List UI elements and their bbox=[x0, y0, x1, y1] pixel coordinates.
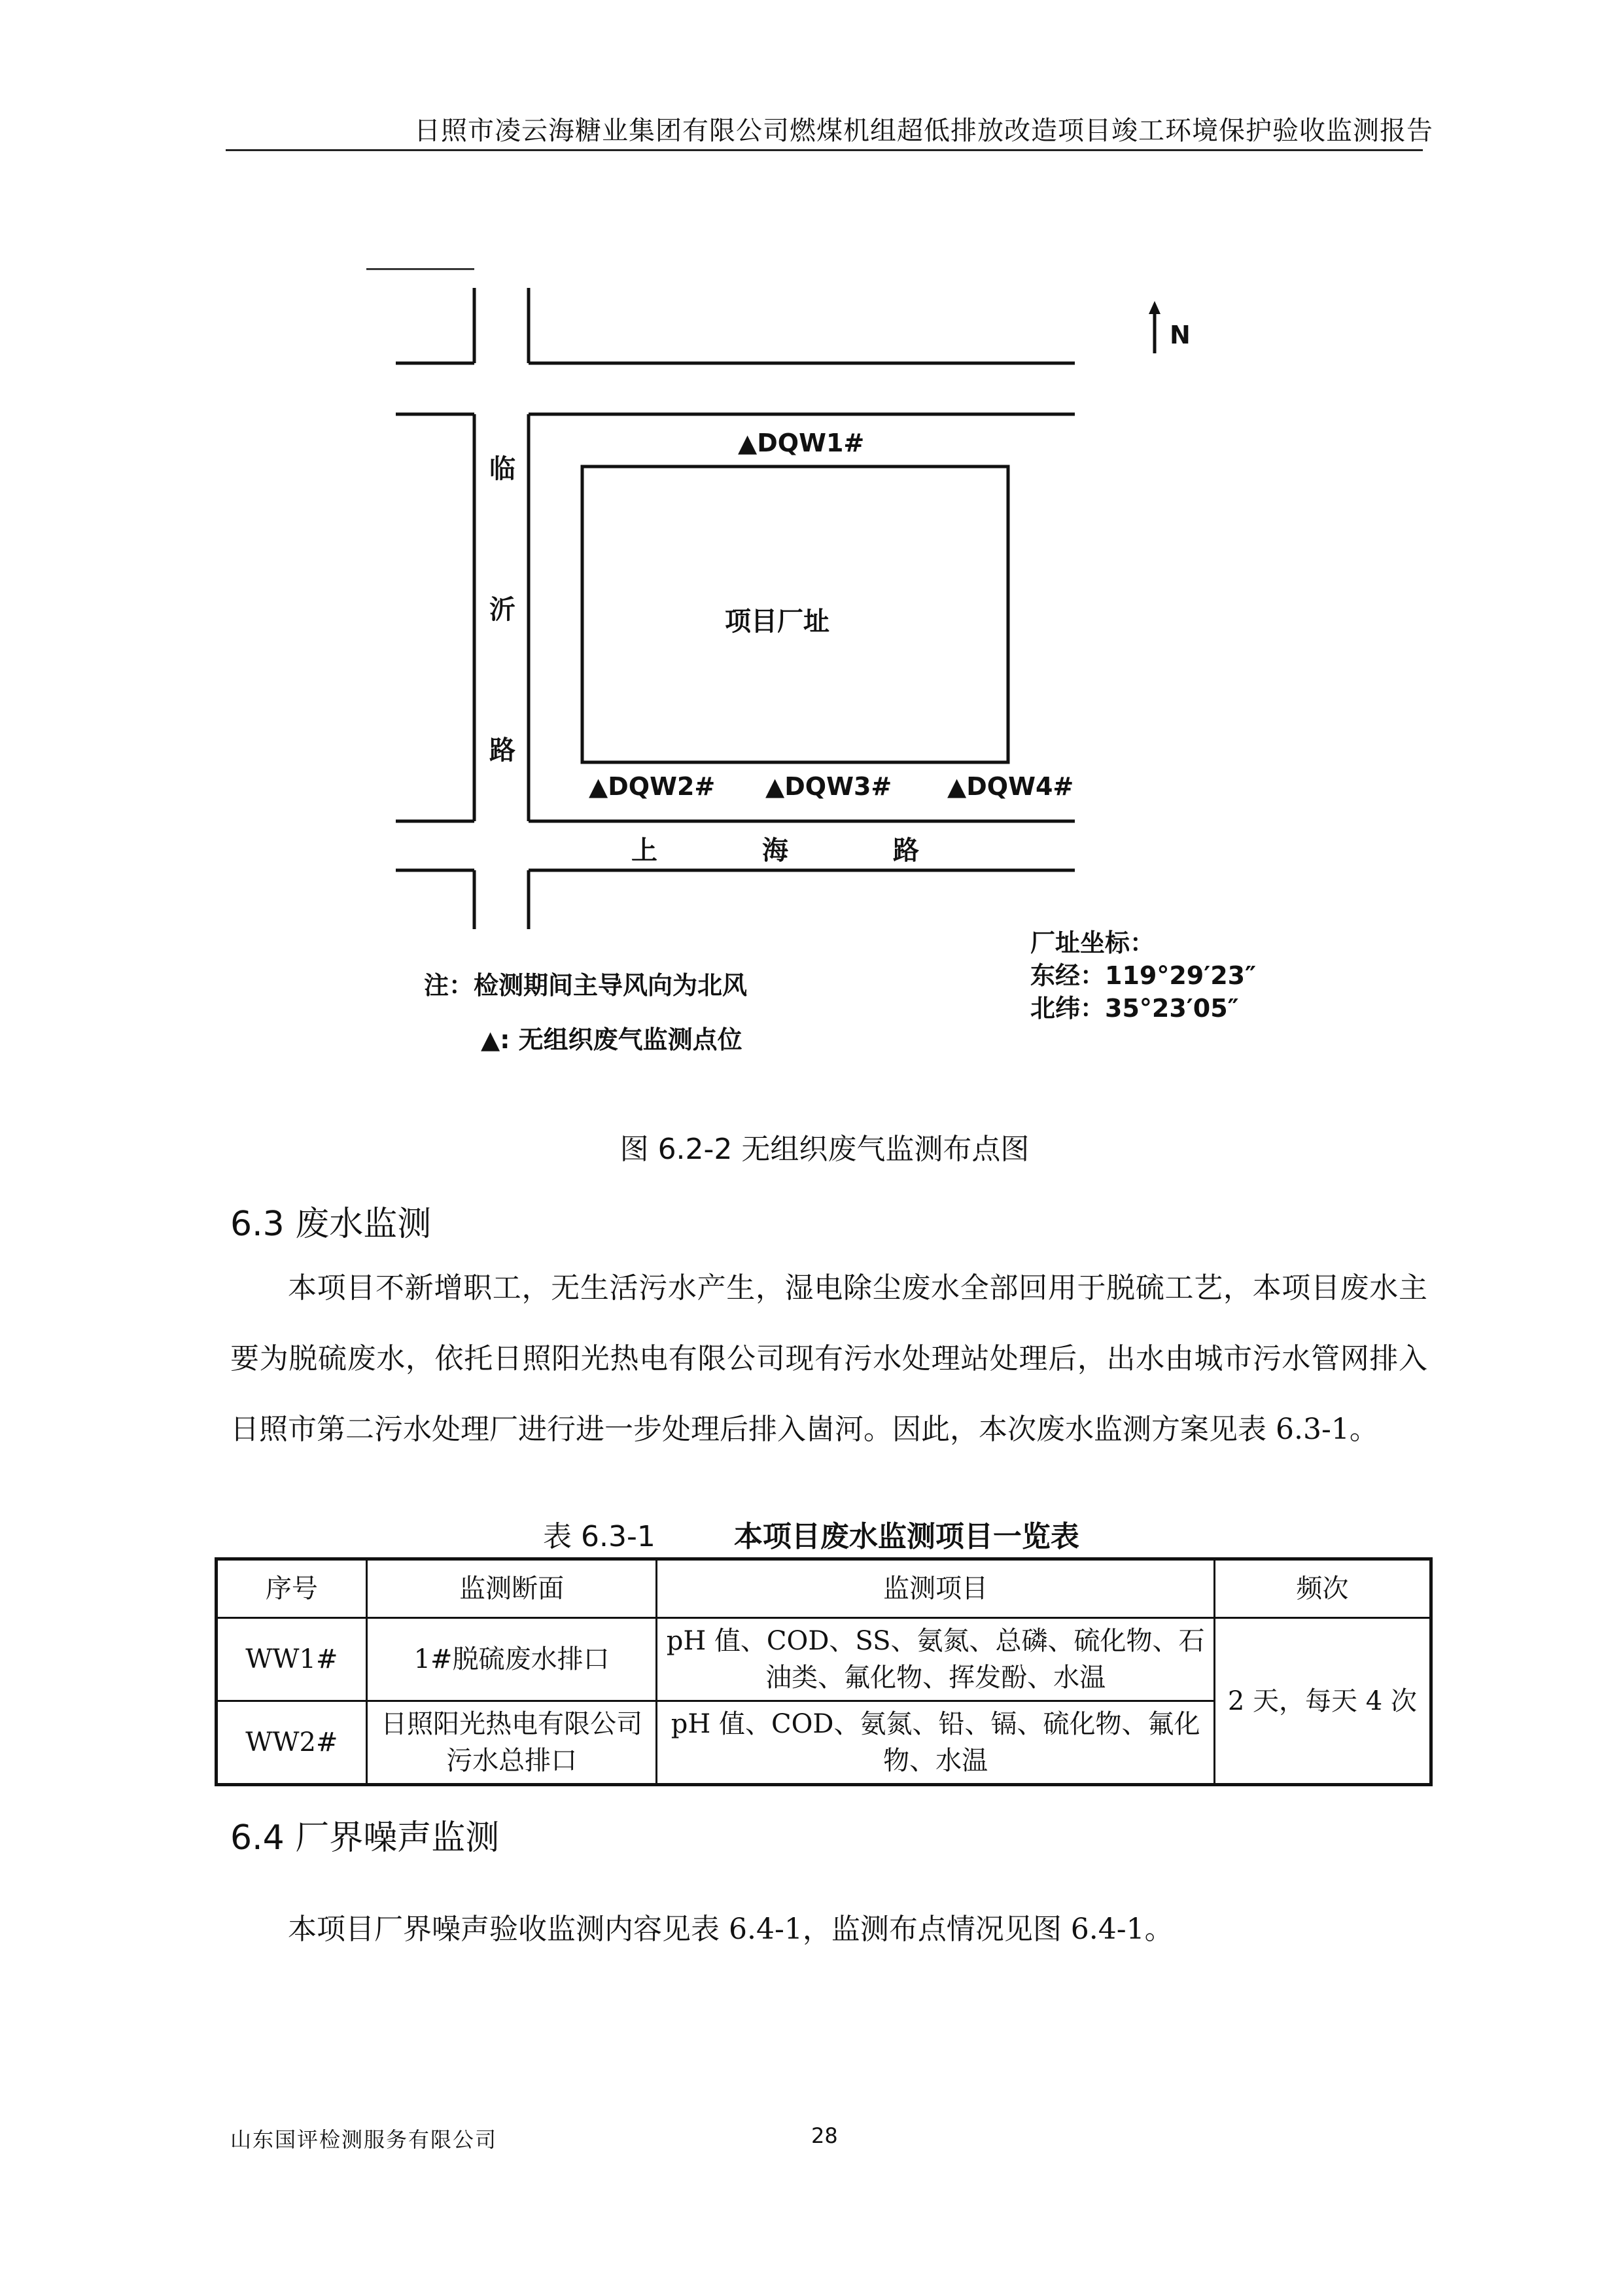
section-heading-6-4: 6.4 厂界噪声监测 bbox=[230, 1818, 500, 1858]
table-cell-section: 日照阳光热电有限公司污水总排口 bbox=[366, 1701, 657, 1785]
table-cell-items: pH 值、COD、氨氮、铅、镉、硫化物、氟化物、水温 bbox=[657, 1701, 1214, 1785]
coords-north: 北纬：35°23′05″ bbox=[1030, 994, 1239, 1023]
road-west-char: 沂 bbox=[489, 595, 515, 625]
coords-east: 东经：119°29′23″ bbox=[1030, 961, 1257, 990]
figure-caption: 图 6.2-2 无组织废气监测布点图 bbox=[620, 1133, 1030, 1166]
table-header-cell: 监测断面 bbox=[366, 1559, 657, 1618]
table-cell-id: WW2# bbox=[217, 1701, 367, 1785]
road-south-char: 路 bbox=[893, 836, 919, 866]
header-rule bbox=[226, 149, 1423, 151]
table-cell-id: WW1# bbox=[217, 1618, 367, 1701]
section-heading-6-3: 6.3 废水监测 bbox=[230, 1205, 432, 1244]
table-row bbox=[217, 1618, 1431, 1701]
point-dqw2: ▲DQW2# bbox=[589, 772, 716, 801]
paragraph-6-4: 本项目厂界噪声验收监测内容见表 6.4-1，监测布点情况见图 6.4-1。 bbox=[288, 1913, 1174, 1946]
paragraph-6-3: 本项目不新增职工，无生活污水产生，湿电除尘废水全部回用于脱硫工艺，本项目废水主要为脱硫废水，依托日照阳光热电有限公司现有污水处理站处理后，出水由城市污水管网排入日照市第二污水处理厂进行进一步处理后排入崮河。因此，本次废水监测方案见表 6.3-1。 bbox=[230, 1271, 1427, 1446]
table-header-row bbox=[217, 1559, 1431, 1618]
road-west-char: 临 bbox=[489, 454, 515, 484]
table-number: 表 6.3-1 bbox=[543, 1520, 655, 1553]
table-header-cell: 序号 bbox=[217, 1559, 367, 1618]
table-cell-items: pH 值、COD、SS、氨氮、总磷、硫化物、石油类、氟化物、挥发酚、水温 bbox=[657, 1618, 1214, 1701]
north-arrow-icon bbox=[1149, 301, 1161, 314]
map-lines bbox=[366, 268, 1295, 1073]
footer-company: 山东国评检测服务有限公司 bbox=[230, 2127, 498, 2152]
point-dqw4: ▲DQW4# bbox=[947, 772, 1074, 801]
map-legend: ▲: 无组织废气监测点位 bbox=[481, 1025, 742, 1054]
road-west-char: 路 bbox=[489, 735, 515, 766]
road-south-char: 上 bbox=[631, 836, 657, 866]
coords-title: 厂址坐标： bbox=[1030, 928, 1155, 957]
table-title bbox=[543, 1513, 1079, 1555]
report-header-title: 日照市凌云海糖业集团有限公司燃煤机组超低排放改造项目竣工环境保护验收监测报告 bbox=[414, 116, 1433, 146]
table-header-cell: 频次 bbox=[1214, 1559, 1431, 1618]
road-south-char: 海 bbox=[762, 836, 788, 866]
site-monitoring-map bbox=[366, 268, 1295, 1073]
page-number: 28 bbox=[811, 2123, 838, 2148]
point-dqw1: ▲DQW1# bbox=[738, 429, 865, 457]
wind-note: 注：检测期间主导风向为北风 bbox=[424, 971, 748, 1000]
table-cell-section: 1#脱硫废水排口 bbox=[366, 1618, 657, 1701]
wastewater-monitoring-table bbox=[215, 1557, 1433, 1786]
table-header-cell: 监测项目 bbox=[657, 1559, 1214, 1618]
site-label: 项目厂址 bbox=[725, 607, 829, 637]
table-name: 本项目废水监测项目一览表 bbox=[733, 1520, 1079, 1553]
north-label: N bbox=[1170, 321, 1191, 349]
point-dqw3: ▲DQW3# bbox=[765, 772, 892, 801]
table-cell-frequency: 2 天，每天 4 次 bbox=[1214, 1618, 1431, 1785]
